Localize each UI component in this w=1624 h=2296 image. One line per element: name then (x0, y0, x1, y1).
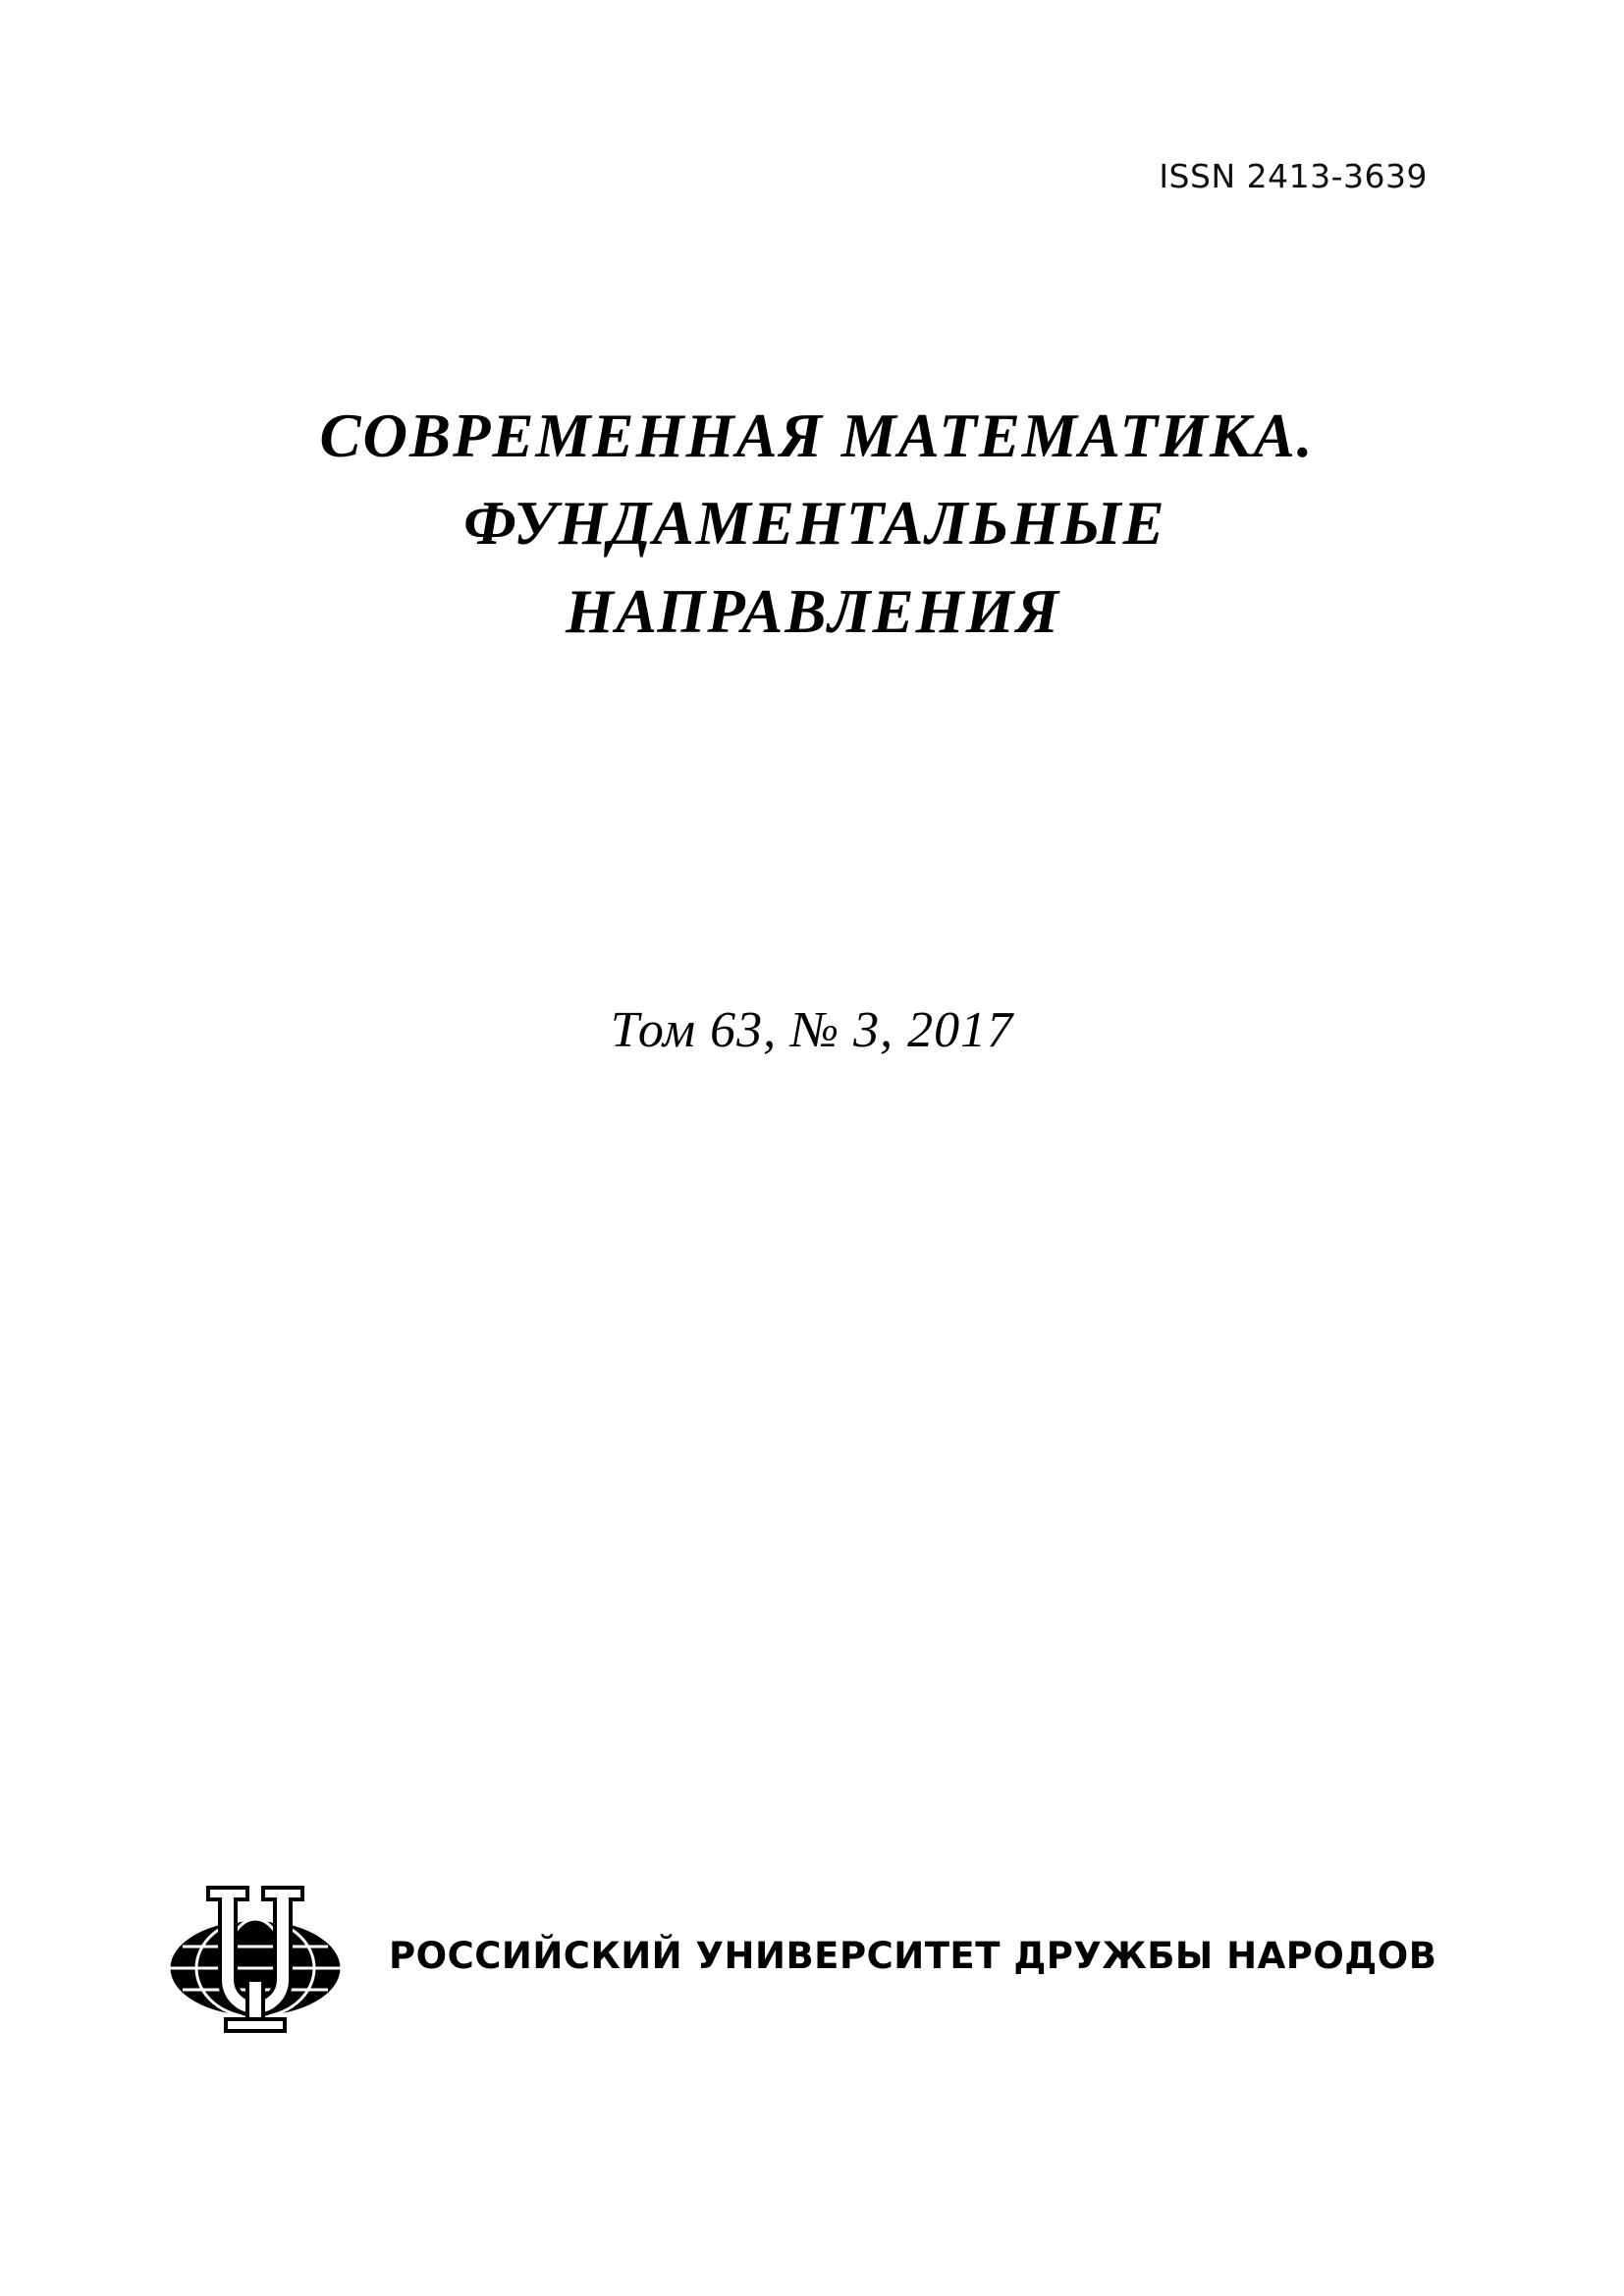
volume-issue-year: Том 63, № 3, 2017 (610, 1002, 1014, 1058)
journal-title-line-2: ФУНДАМЕНТАЛЬНЫЕ (463, 489, 1166, 559)
journal-title-line-1: СОВРЕМЕННАЯ МАТЕМАТИКА. (319, 401, 1315, 470)
publisher-name: РОССИЙСКИЙ УНИВЕРСИТЕТ ДРУЖБЫ НАРОДОВ (389, 1935, 1437, 1977)
journal-title-line-3: НАПРАВЛЕНИЯ (565, 576, 1061, 646)
journal-title (0, 393, 1624, 656)
rudn-globe-logo-icon (157, 1870, 353, 2042)
publisher-block (157, 1870, 1436, 2042)
issn-text: ISSN 2413-3639 (1159, 157, 1428, 195)
